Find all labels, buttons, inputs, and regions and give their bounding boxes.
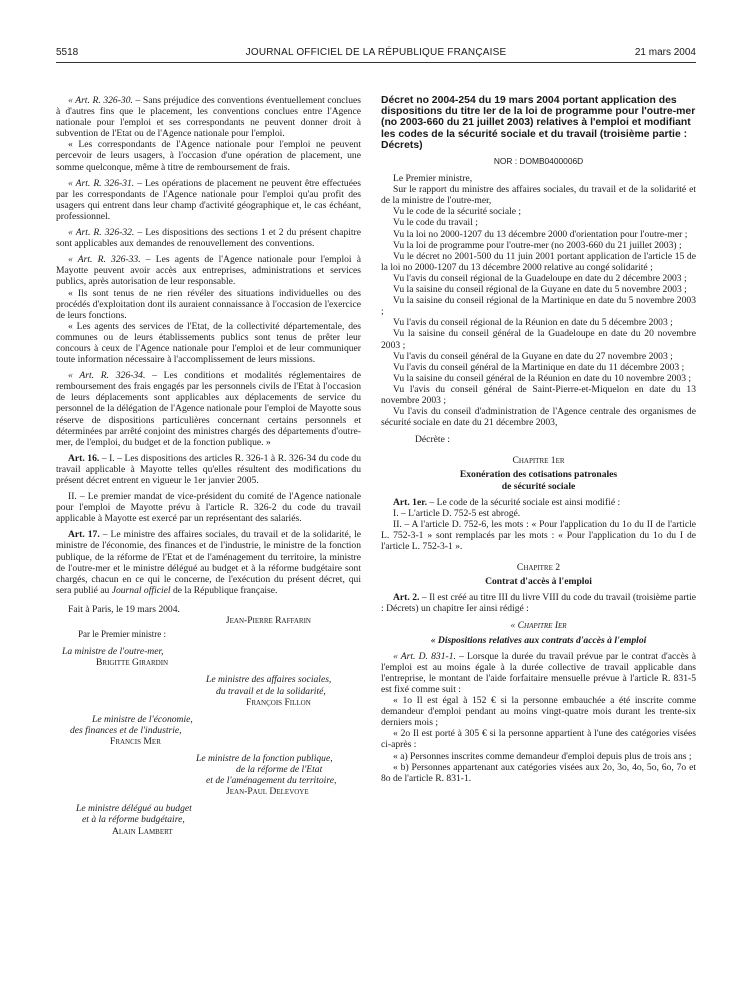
- article-d831-1: « Art. D. 831-1. – Lorsque la durée du travail prévue par le contrat d'accès à l'emploi est au moins égale à la durée collective de travail applicable dans l'entreprise, le montant de l'aide forfaitaire mensuelle prévue à l'article R. 831-5 est fixé comme suit :: [381, 650, 696, 695]
- signer-title: Le ministre de l'économie,: [92, 713, 193, 725]
- signer-title: du travail et de la solidarité,: [216, 685, 326, 697]
- signer-name: Jean-Paul Delevoye: [226, 786, 309, 798]
- nor-reference: NOR : DOMB0400006D: [493, 156, 584, 167]
- signer-name: Alain Lambert: [112, 825, 173, 837]
- visa: Vu le code du travail ;: [393, 217, 478, 229]
- signer-title: Le ministre des affaires sociales,: [206, 674, 332, 686]
- paragraph: « b) Personnes appartenant aux catégories visées aux 2o, 3o, 4o, 5o, 6o, 7o et 8o de l'article R. 831-1.: [381, 761, 696, 784]
- decree-title: Décret no 2004-254 du 19 mars 2004 portant application des dispositions du titre Ier de la loi de programme pour l'outre-mer (no 2003-660 du 21 juillet 2003) relatives à l'emploi et modifiant les codes de la sécurité sociale et du travail (troisième partie : Décrets): [381, 95, 696, 151]
- paragraph: « Art. R. 326-30. – Sans préjudice des conventions éventuellement conclues à d'autres fins que le placement, les conventions conclues entre l'Agence nationale pour l'emploi et ses correspondants ne peuvent donner droit à subvention de l'Etat ou de l'Agence nationale pour l'emploi.: [56, 95, 361, 140]
- paragraph: « Les agents des services de l'Etat, de la collectivité départementale, des communes ou de leurs établissements publics sont tenus de prêter leur concours à ceux de l'Agence nationale pour l'emploi et de leur communiquer toute information nécessaire à l'accomplissement de leurs missions.: [56, 320, 361, 366]
- visa: Vu l'avis du conseil régional de la Réunion en date du 5 décembre 2003 ;: [393, 317, 673, 329]
- page-number: 5518: [56, 47, 79, 58]
- signer-title: de la réforme de l'Etat: [236, 764, 323, 776]
- inner-chapter-title: « Dispositions relatives aux contrats d'accès à l'emploi: [430, 634, 647, 646]
- visa: Vu la saisine du conseil régional de la Martinique en date du 5 novembre 2003 ;: [381, 295, 696, 318]
- article-2: Art. 2. – Il est créé au titre III du livre VIII du code du travail (troisième partie : Décrets) un chapitre Ier ainsi rédigé :: [381, 592, 697, 615]
- visa: Vu l'avis du conseil d'administration de l'Agence centrale des organismes de sécurité sociale en date du 21 décembre 2003,: [381, 406, 696, 429]
- done-at: Fait à Paris, le 19 mars 2004.: [68, 603, 180, 615]
- signer-title: Le ministre de la fonction publique,: [196, 752, 333, 764]
- visa: Vu la loi de programme pour l'outre-mer (no 2003-660 du 21 juillet 2003) ;: [393, 239, 682, 251]
- prime-minister: Le Premier ministre,: [393, 173, 473, 185]
- article-17: Art. 17. – Le ministre des affaires sociales, du travail et de la solidarité, le ministre de l'économie, des finances et de l'industrie, le ministre de la fonction publique, de la réforme de l'Etat et de l'aménagement du territoire, la ministre de l'outre-mer et le ministre délégué au budget et à la réforme budgétaire sont chargés, chacun en ce qui le concerne, de l'exécution du présent décret, qui sera publié au Journal officiel de la République française.: [56, 529, 362, 596]
- paragraph: « Art. R. 326-32. – Les dispositions des sections 1 et 2 du présent chapitre sont applicables aux demandes de renouvellement des conventions.: [56, 227, 361, 250]
- issue-date: 21 mars 2004: [634, 47, 696, 58]
- visa: Vu l'avis du conseil général de la Martinique en date du 11 décembre 2003 ;: [393, 361, 685, 373]
- visa: Vu la saisine du conseil général de la Guadeloupe en date du 20 novembre 2003 ;: [381, 328, 696, 351]
- chapter-2-title: Contrat d'accès à l'emploi: [485, 576, 592, 588]
- par-line: Par le Premier ministre :: [78, 629, 166, 640]
- visa: Vu la saisine du conseil régional de la Guyane en date du 5 novembre 2003 ;: [393, 284, 687, 296]
- journal-title: JOURNAL OFFICIEL DE LA RÉPUBLIQUE FRANÇAISE: [245, 47, 507, 58]
- article-1-i: I. – L'article D. 752-5 est abrogé.: [393, 507, 521, 519]
- chapter-1-title: Exonération des cotisations patronales: [459, 469, 618, 481]
- paragraph: « a) Personnes inscrites comme demandeur d'emploi depuis plus de trois ans ;: [393, 750, 692, 762]
- paragraph: « 1o Il est égal à 152 € si la personne embauchée a été inscrite comme demandeur d'emploi pendant au moins vingt-quatre mois durant les trente-six derniers mois ;: [381, 695, 696, 729]
- paragraph: « Art. R. 326-34. – Les conditions et modalités réglementaires de remboursement des frais engagés par les personnels civils de l'Etat à l'occasion de leurs déplacements sont applicables aux déplacements de service du personnel de la délégation de l'Agence nationale pour l'emploi de Mayotte sous réserve de dispositions particulières concernant certains personnels et déterminées par arrêté conjoint des ministres chargés des départements d'outre-mer, de l'emploi, du budget et de la fonction publique. »: [56, 370, 361, 448]
- paragraph: « Art. R. 326-33. – Les agents de l'Agence nationale pour l'emploi à Mayotte peuvent avoir accès aux entreprises, administrations et services publics, après autorisation de leur responsable.: [56, 254, 361, 288]
- article-16-ii: II. – Le premier mandat de vice-président du comité de l'Agence nationale pour l'emploi de Mayotte prévu à l'article R. 326-2 du code du travail applicable à Mayotte est exercé par un représentant des salariés.: [56, 491, 361, 525]
- signer-title: Le ministre délégué au budget: [76, 803, 192, 815]
- article-1-ii: II. – A l'article D. 752-6, les mots : « Pour l'application du 1o du II de l'article L. 752-3-1 » sont remplacés par les mots : « Pour l'application du 1o du I de l'article L. 752-3-1 ».: [381, 518, 696, 553]
- header-rule: [56, 62, 696, 63]
- visa: Vu l'avis du conseil général de Saint-Pierre-et-Miquelon en date du 13 novembre 2003 ;: [381, 383, 696, 406]
- visa: Sur le rapport du ministre des affaires sociales, du travail et de la solidarité et de la ministre de l'outre-mer,: [381, 184, 696, 207]
- signer-name: Francis Mer: [110, 735, 161, 747]
- chapter-1-heading: Chapitre 1er: [512, 455, 565, 467]
- decrete: Décrète :: [415, 434, 450, 446]
- signer-title: et de l'aménagement du territoire,: [206, 775, 337, 787]
- paragraph: « 2o Il est porté à 305 € si la personne appartient à l'une des catégories visées ci-après :: [381, 728, 696, 751]
- chapter-1-title: de sécurité sociale: [501, 480, 576, 492]
- article-16: Art. 16. – I. – Les dispositions des articles R. 326-1 à R. 326-34 du code du travail applicable à Mayotte telles qu'elles résultent des modifications du présent décret entrent en vigueur le 1er janvier 2005.: [56, 452, 361, 486]
- signer-name: Brigitte Girardin: [96, 657, 169, 669]
- signer-name: François Fillon: [246, 696, 311, 708]
- right-column: [381, 95, 696, 784]
- signer-pm: Jean-Pierre Raffarin: [225, 615, 311, 627]
- visa: Vu le code de la sécurité sociale ;: [393, 206, 522, 218]
- chapter-2-heading: Chapitre 2: [516, 562, 561, 574]
- paragraph: « Les correspondants de l'Agence nationale pour l'emploi ne peuvent percevoir de leurs usagers, à l'occasion d'une opération de placement, une somme quelconque, même à titre de remboursement de frais.: [56, 139, 361, 173]
- inner-chapter-heading: « Chapitre Ier: [510, 620, 567, 632]
- signer-title: La ministre de l'outre-mer,: [62, 646, 164, 658]
- paragraph: « Art. R. 326-31. – Les opérations de placement ne peuvent être effectuées par les correspondants de l'Agence nationale pour l'emploi qu'au profit des usagers qui entrent dans leur champ d'activité géographique et, le cas échéant, professionnel.: [56, 177, 361, 222]
- page-header: [56, 47, 696, 61]
- signer-title: et à la réforme budgétaire,: [82, 814, 185, 826]
- visa: Vu l'avis du conseil régional de la Guadeloupe en date du 2 décembre 2003 ;: [393, 272, 687, 284]
- article-1: Art. 1er. – Le code de la sécurité sociale est ainsi modifié :: [393, 496, 621, 508]
- left-column: [56, 95, 361, 837]
- paragraph: « Ils sont tenus de ne rien révéler des situations individuelles ou des procédés d'exploitation dont ils auraient connaissance à l'occasion de l'exercice de leurs fonctions.: [56, 287, 361, 321]
- signatures: [56, 604, 361, 837]
- visa: Vu la saisine du conseil général de la Réunion en date du 10 novembre 2003 ;: [393, 372, 692, 384]
- signer-title: des finances et de l'industrie,: [70, 724, 182, 736]
- visa: Vu la loi no 2000-1207 du 13 décembre 2000 d'orientation pour l'outre-mer ;: [393, 228, 688, 240]
- visa: Vu le décret no 2001-500 du 11 juin 2001 portant application de l'article 15 de la loi no 2000-1207 du 13 décembre 2000 relative au congé solidarité ;: [381, 250, 696, 273]
- visa: Vu l'avis du conseil général de la Guyane en date du 27 novembre 2003 ;: [393, 350, 673, 362]
